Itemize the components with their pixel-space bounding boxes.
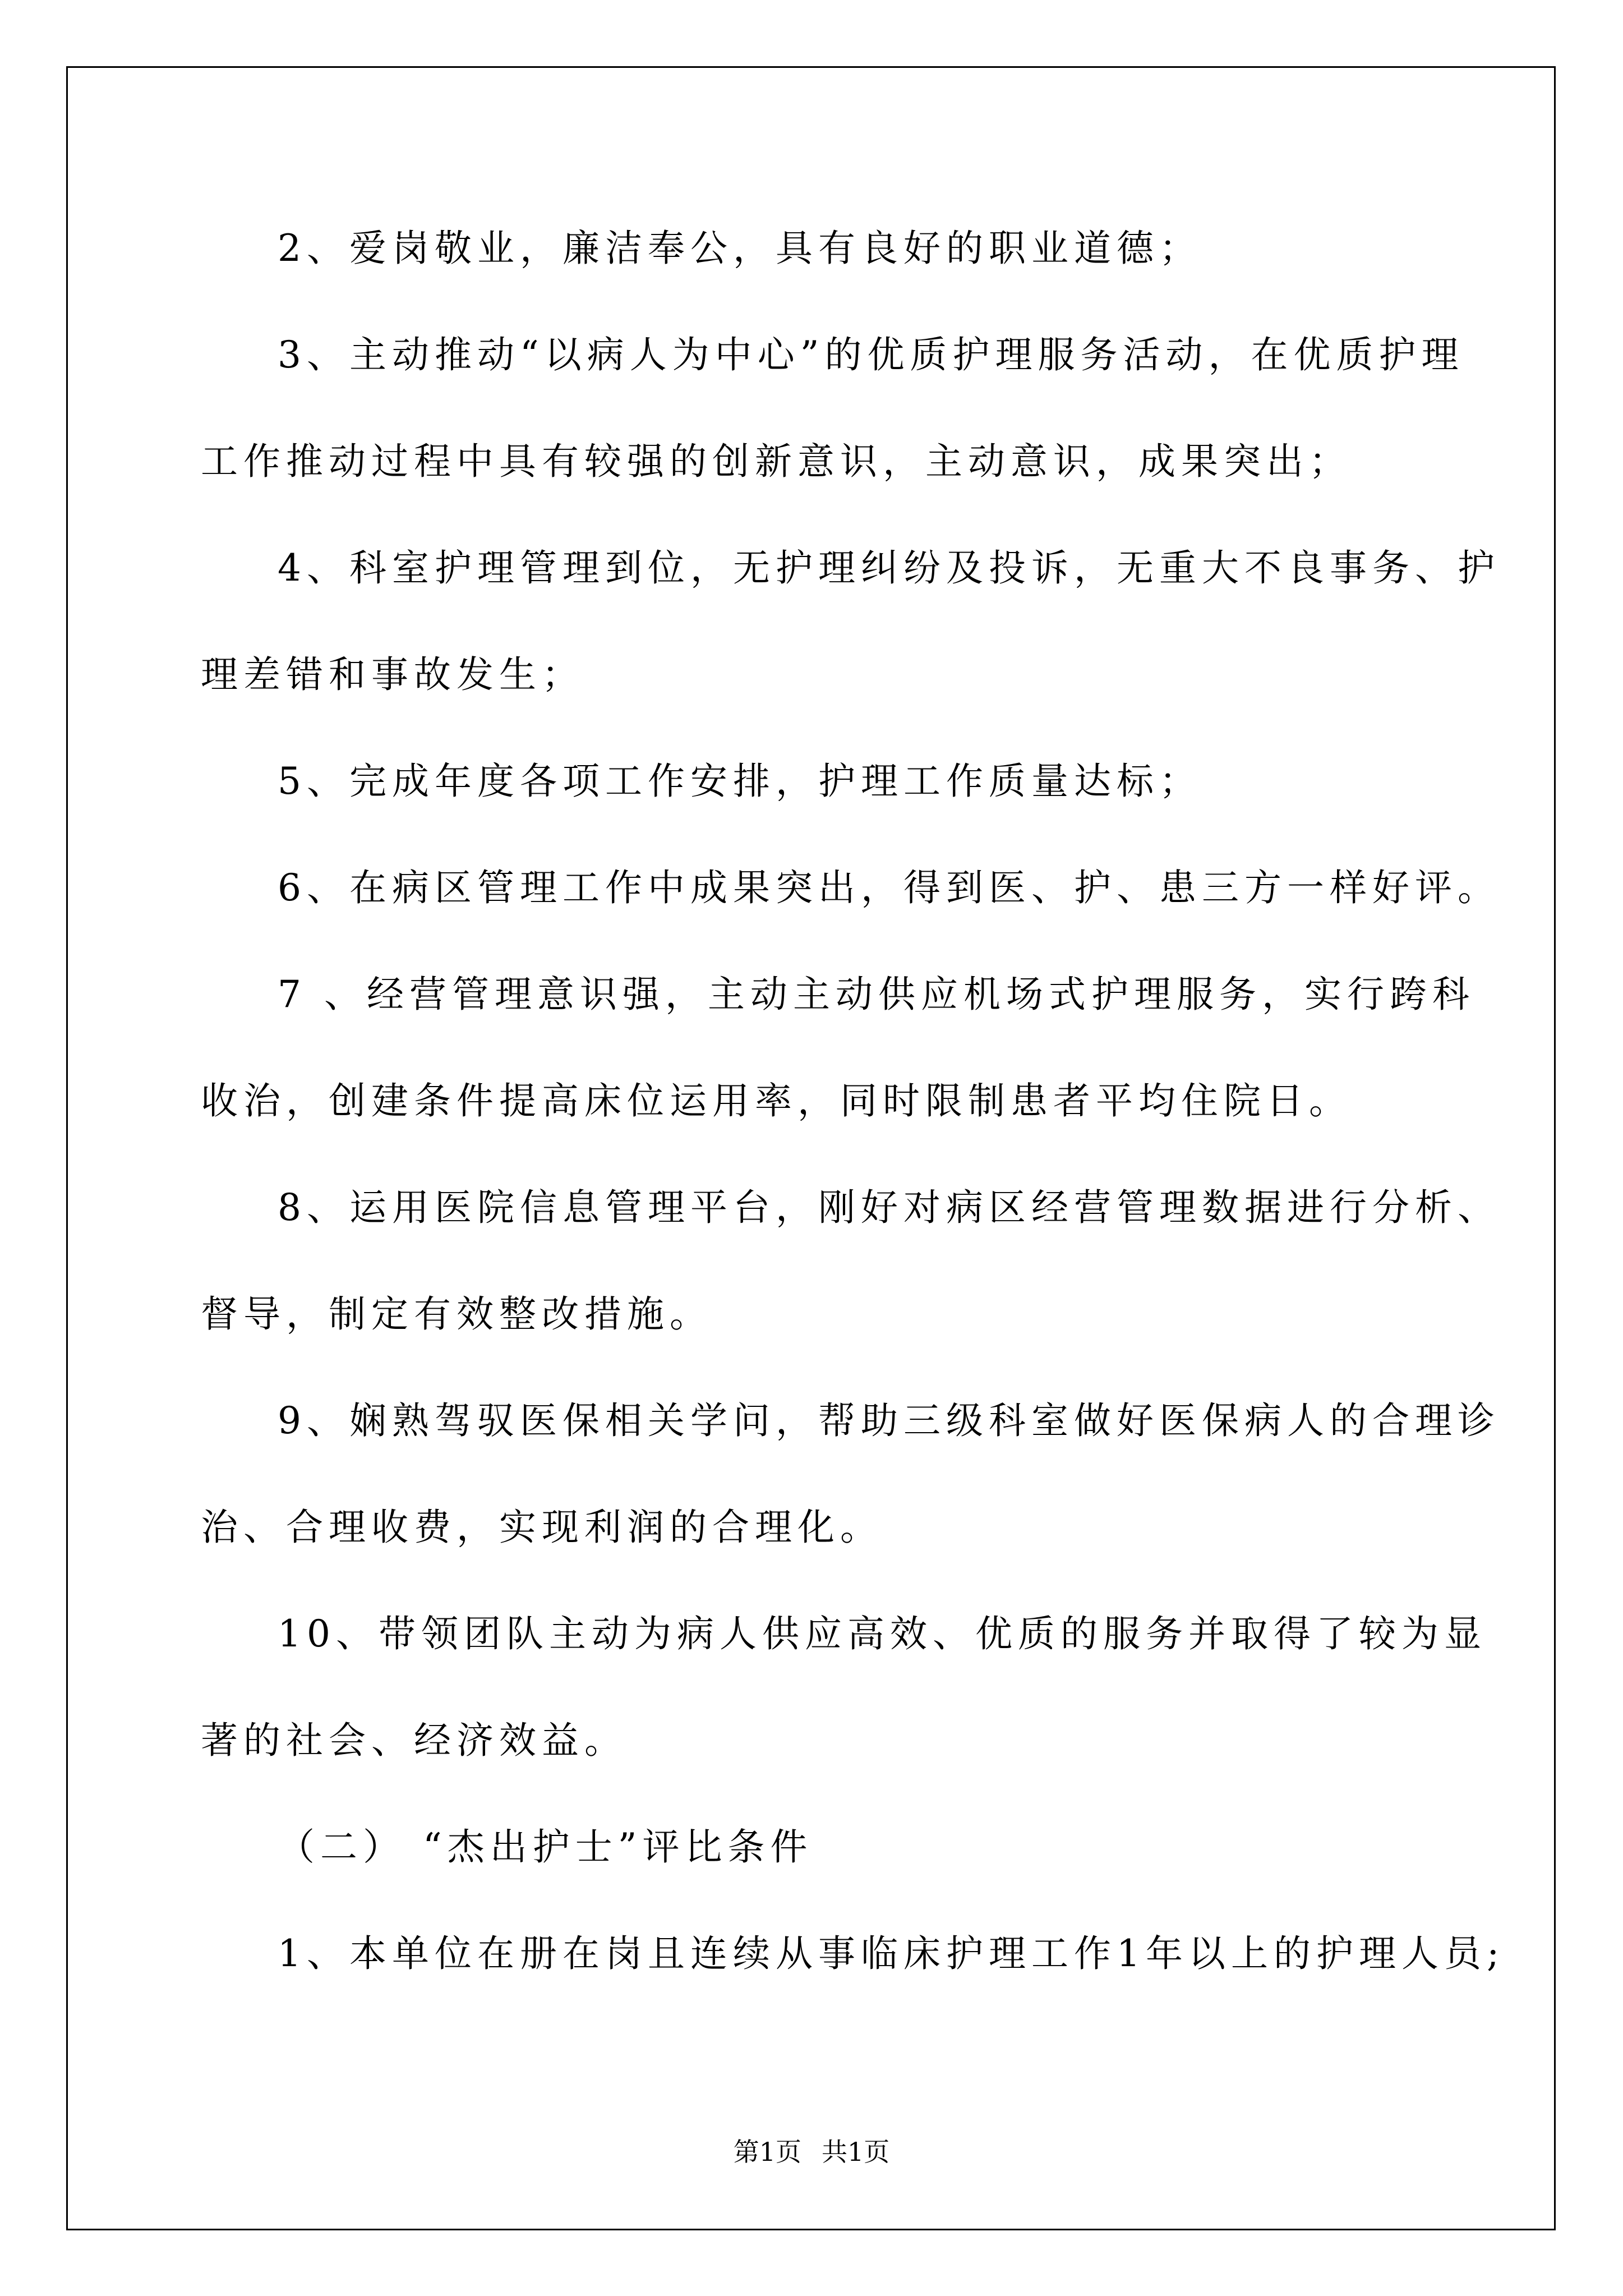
text-line: 1、本单位在册在岗且连续从事临床护理工作1年以上的护理人员; [278,1932,1505,1975]
page-border [66,66,1556,2230]
text-line: 6、在病区管理工作中成果突出，得到医、护、患三方一样好评。 [278,866,1500,909]
text-line: 9、娴熟驾驭医保相关学问，帮助三级科室做好医保病人的合理诊 [278,1399,1500,1442]
text-line: 8、运用医院信息管理平台，刚好对病区经营管理数据进行分析、 [278,1186,1500,1229]
text-line: 3、主动推动“以病人为中心”的优质护理服务活动，在优质护理 [278,333,1464,376]
section-heading: （二） “杰出护士”评比条件 [278,1825,813,1869]
page-footer [0,2132,1623,2169]
text-line: 著的社会、经济效益。 [201,1719,627,1762]
text-line: 收治，创建条件提高床位运用率，同时限制患者平均住院日。 [201,1079,1352,1122]
text-line: 工作推动过程中具有较强的创新意识，主动意识，成果突出； [201,440,1352,483]
text-line: 7 、经营管理意识强，主动主动供应机场式护理服务，实行跨科 [278,973,1475,1016]
text-line: 治、合理收费，实现利润的合理化。 [201,1506,883,1549]
text-line: 督导，制定有效整改措施。 [201,1292,712,1336]
page-number: 第1页 [733,2137,801,2167]
text-line: 4、科室护理管理到位，无护理纠纷及投诉，无重大不良事务、护 [278,546,1500,590]
text-line: 理差错和事故发生； [201,653,584,696]
text-line: 5、完成年度各项工作安排，护理工作质量达标； [278,760,1202,803]
page-total: 共1页 [822,2137,890,2167]
text-line: 10、带领团队主动为病人供应高效、优质的服务并取得了较为显 [278,1612,1487,1655]
text-line: 2、爱岗敬业，廉洁奉公，具有良好的职业道德； [278,227,1202,270]
